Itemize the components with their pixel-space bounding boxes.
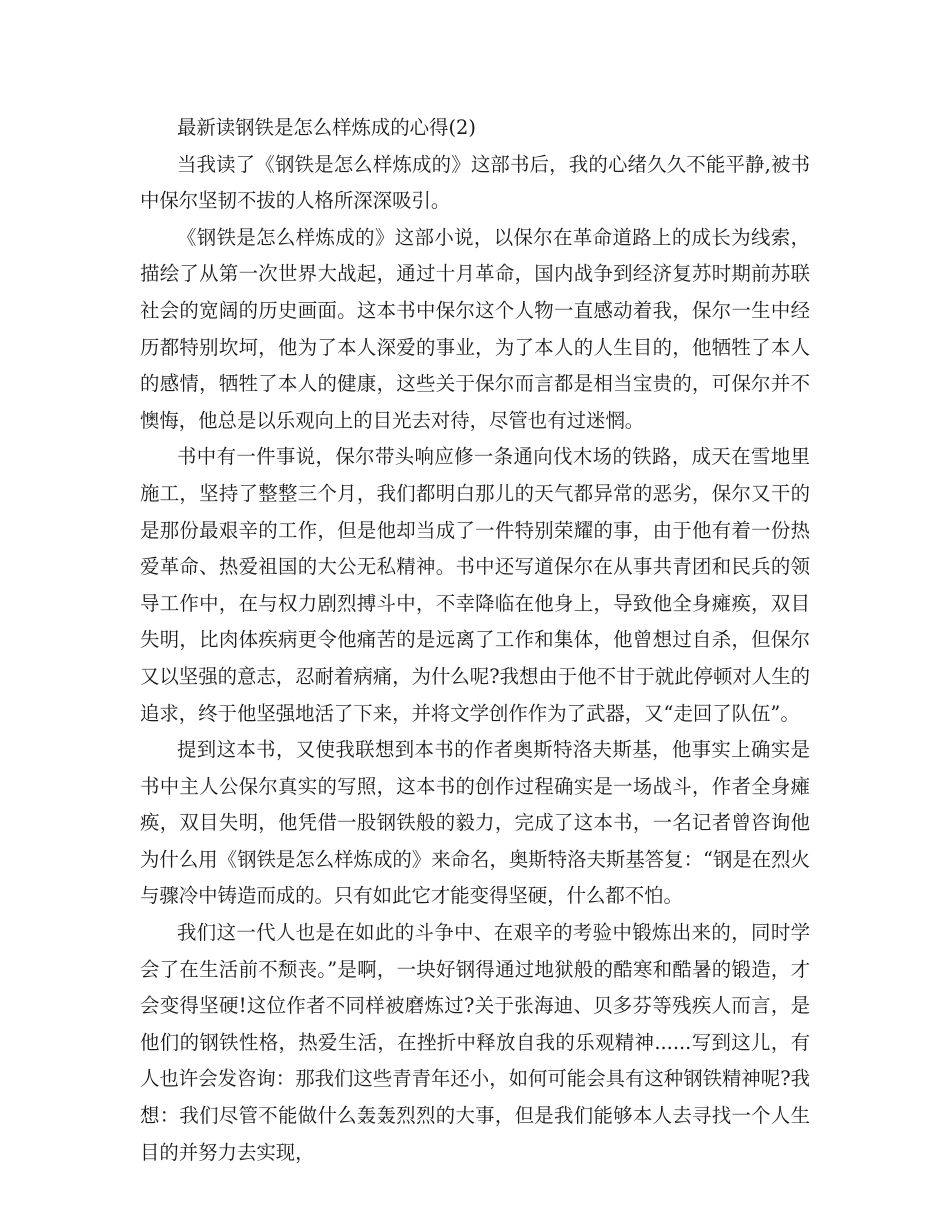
paragraph-1: 当我读了《钢铁是怎么样炼成的》这部书后，我的心绪久久不能平静,被书中保尔坚韧不拔的人格所深深吸引。 (140, 152, 810, 213)
paragraph-5: 我们这一代人也是在如此的斗争中、在艰辛的考验中锻炼出来的，同时学会了在生活前不颓丧。”是啊，一块好钢得通过地狱般的酷寒和酷暑的锻造，才会变得坚硬!这位作者不同样被磨炼过?关于张海迪、贝多芬等残疾人而言，是他们的钢铁性格，热爱生活，在挫折中释放自我的乐观精神......写到这儿，有人也许会发咨询：那我们这些青青年还小，如何可能会具有这种钢铁精神呢?我想：我们尽管不能做什么轰轰烈烈的大事，但是我们能够本人去寻找一个人生目的并努力去实现， (140, 921, 810, 1164)
paragraph-3: 书中有一件事说，保尔带头响应修一条通向伐木场的铁路，成天在雪地里施工，坚持了整整三个月，我们都明白那儿的天气都异常的恶劣，保尔又干的是那份最艰辛的工作，但是他却当成了一件特别荣耀的事，由于他有着一份热爱革命、热爱祖国的大公无私精神。书中还写道保尔在从事共青团和民兵的领导工作中，在与权力剧烈搏斗中，不幸降临在他身上，导致他全身瘫痪，双目失明，比肉体疾病更令他痛苦的是远离了工作和集体，他曾想过自杀，但保尔又以坚强的意志，忍耐着病痛，为什么呢?我想由于他不甘于就此停顿对人生的追求，终于他坚强地活了下来，并将文学创作作为了武器，又“走回了队伍”。 (140, 445, 810, 725)
paragraph-4: 提到这本书，又使我联想到本书的作者奥斯特洛夫斯基，他事实上确实是书中主人公保尔真实的写照，这本书的创作过程确实是一场战斗，作者全身瘫痪，双目失明，他凭借一股钢铁般的毅力，完成了这本书，一名记者曾咨询他为什么用《钢铁是怎么样炼成的》来命名，奥斯特洛夫斯基答复：“钢是在烈火与骤冷中铸造而成的。只有如此它才能变得坚硬，什么都不怕。 (140, 738, 810, 908)
document-body (140, 110, 810, 1171)
paragraph-2: 《钢铁是怎么样炼成的》这部小说，以保尔在革命道路上的成长为线索，描绘了从第一次世界大战起，通过十月革命，国内战争到经济复苏时期前苏联社会的宽阔的历史画面。这本书中保尔这个人物一直感动着我，保尔一生中经历都特别坎坷，他为了本人深爱的事业，为了本人的人生目的，他牺牲了本人的感情，牺牲了本人的健康，这些关于保尔而言都是相当宝贵的，可保尔并不懊悔，他总是以乐观向上的目光去对待，尽管也有过迷惘。 (140, 225, 810, 432)
document-title: 最新读钢铁是怎么样炼成的心得(2) (177, 116, 476, 139)
